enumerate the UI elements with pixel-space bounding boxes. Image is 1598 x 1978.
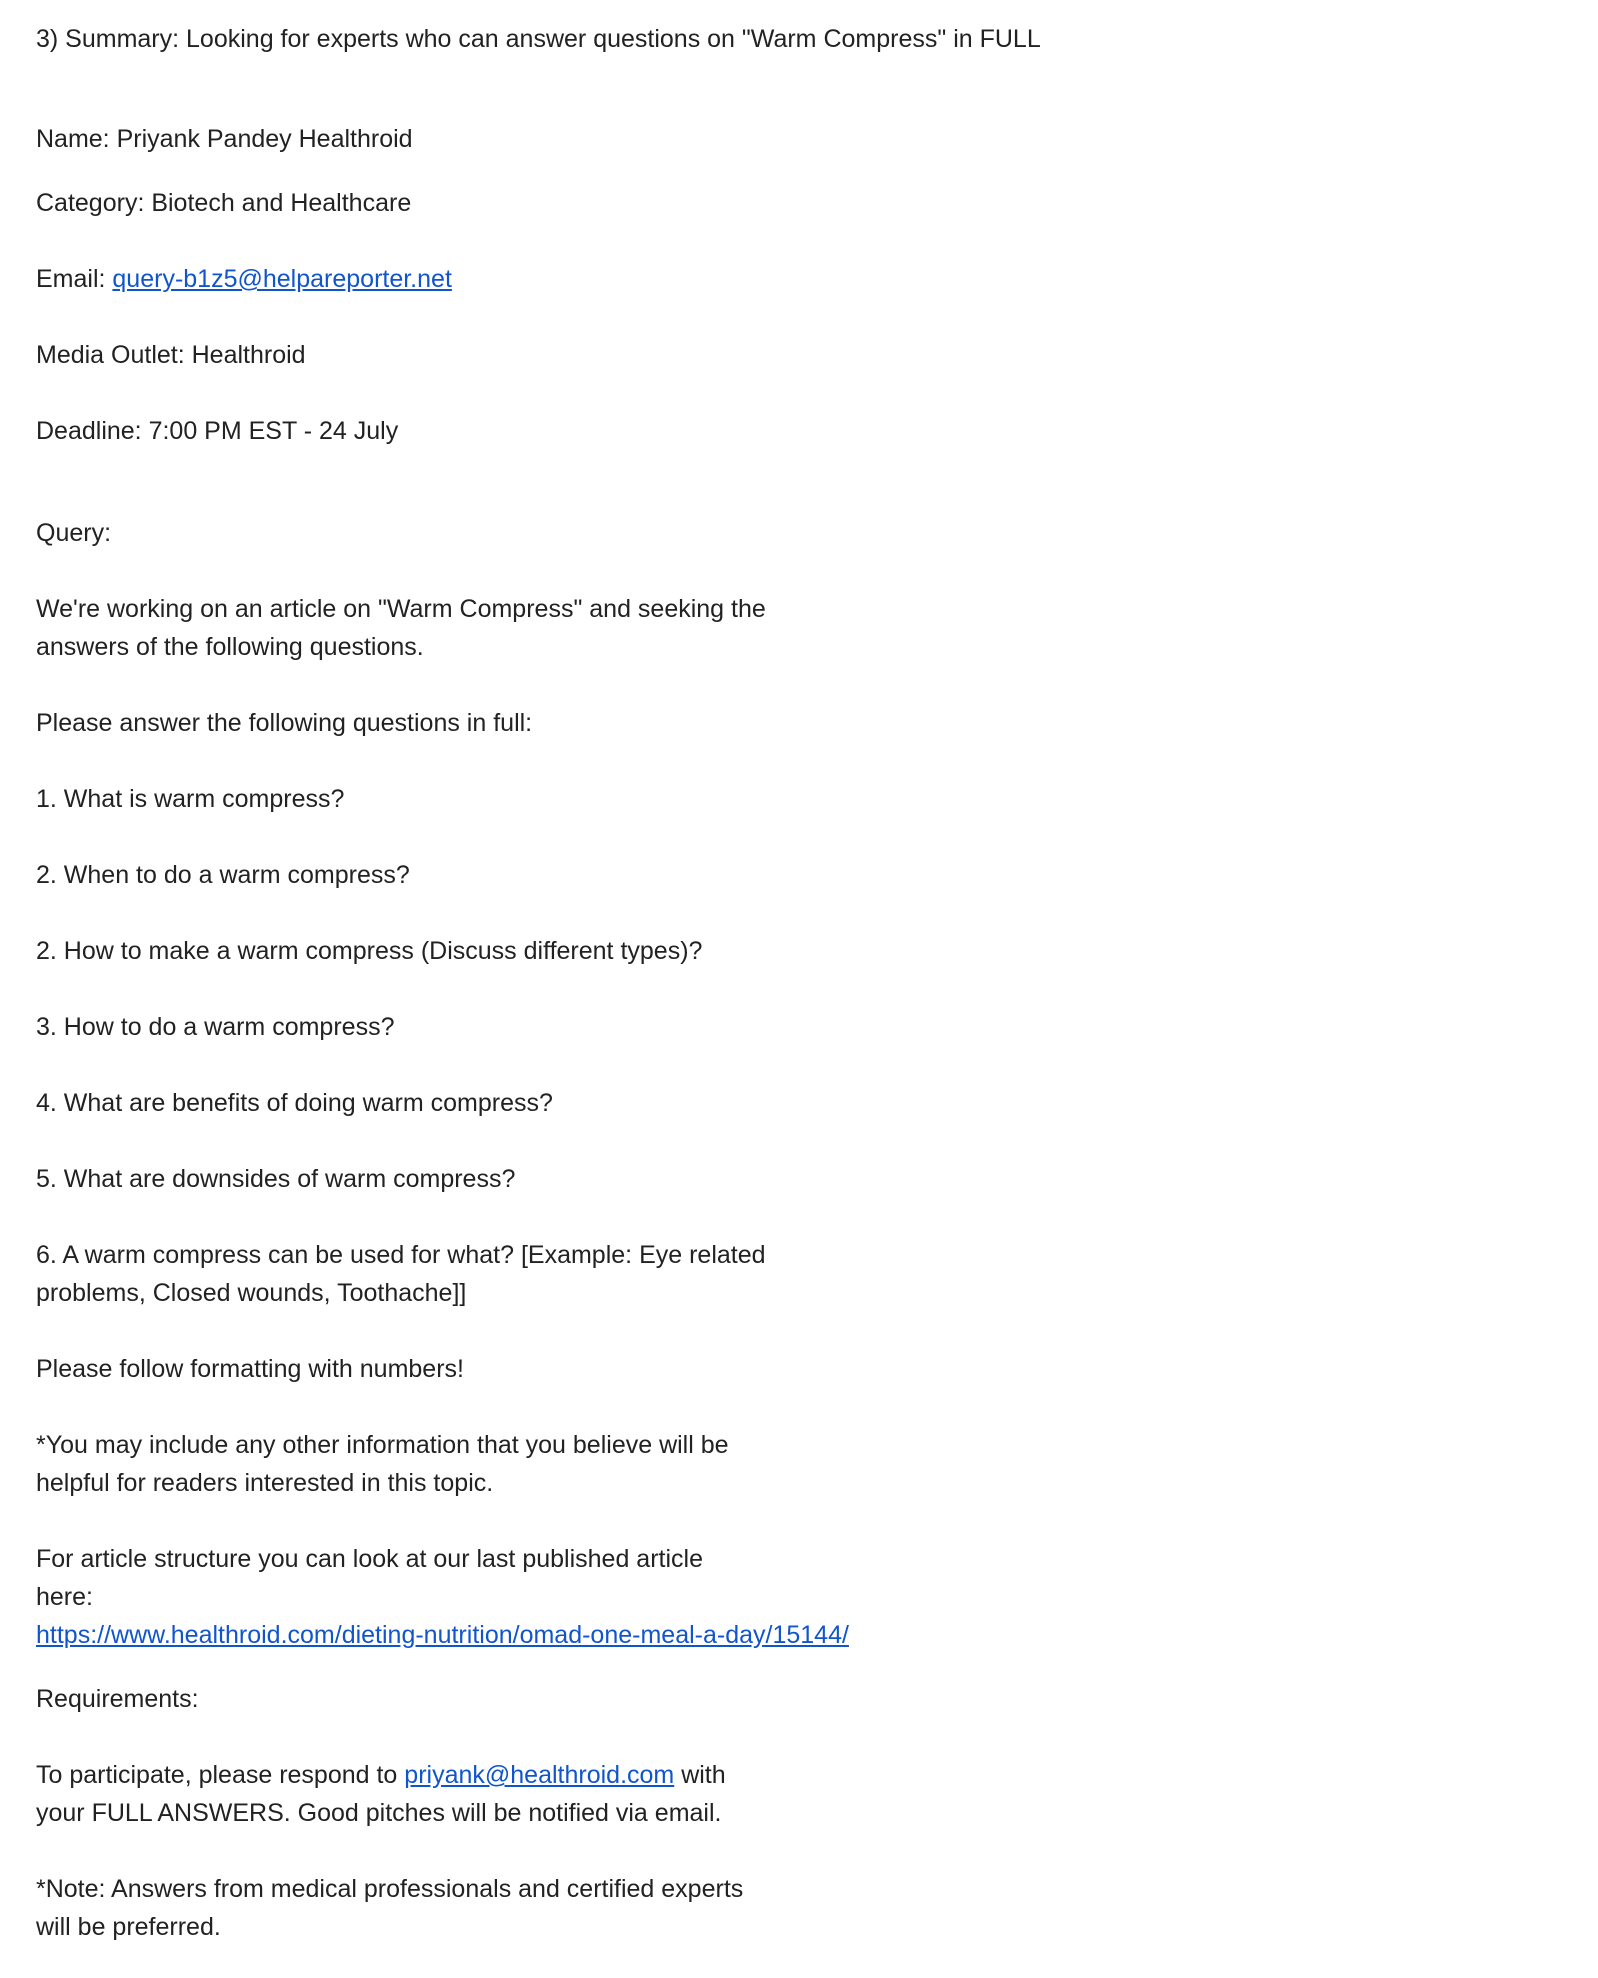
deadline-line: Deadline: 7:00 PM EST - 24 July xyxy=(36,417,399,445)
question-item: 5. What are downsides of warm compress? xyxy=(36,1165,516,1193)
note-line-2: will be preferred. xyxy=(36,1913,221,1941)
summary-line: 3) Summary: Looking for experts who can answer questions on "Warm Compress" in FULL xyxy=(36,25,1041,53)
query-heading: Query: xyxy=(36,519,112,547)
note-line-1: *Note: Answers from medical professionals and certified experts xyxy=(36,1875,744,1903)
participate-line-1 xyxy=(36,1756,726,1794)
participate-line-2: your FULL ANSWERS. Good pitches will be notified via email. xyxy=(36,1799,722,1827)
name-line: Name: Priyank Pandey Healthroid xyxy=(36,125,413,153)
article-link[interactable]: https://www.healthroid.com/dieting-nutrition/omad-one-meal-a-day/15144/ xyxy=(36,1621,849,1649)
extra-info-line-1: *You may include any other information that you believe will be xyxy=(36,1431,729,1459)
email-label: Email: xyxy=(36,265,113,293)
question-item: 3. How to do a warm compress? xyxy=(36,1013,395,1041)
instruction-line: Please answer the following questions in full: xyxy=(36,709,533,737)
question-item: 4. What are benefits of doing warm compress? xyxy=(36,1089,553,1117)
media-outlet-line: Media Outlet: Healthroid xyxy=(36,341,306,369)
participate-text-after: with xyxy=(674,1761,726,1789)
contact-email-link[interactable]: priyank@healthroid.com xyxy=(404,1761,675,1789)
email-link[interactable]: query-b1z5@helpareporter.net xyxy=(112,265,452,293)
question-6-line-2: problems, Closed wounds, Toothache]] xyxy=(36,1279,467,1307)
email-line xyxy=(36,260,452,298)
category-line: Category: Biotech and Healthcare xyxy=(36,189,412,217)
formatting-note: Please follow formatting with numbers! xyxy=(36,1355,464,1383)
question-item: 2. How to make a warm compress (Discuss different types)? xyxy=(36,937,703,965)
requirements-heading: Requirements: xyxy=(36,1685,199,1713)
question-item: 1. What is warm compress? xyxy=(36,785,345,813)
intro-line-1: We're working on an article on "Warm Compress" and seeking the xyxy=(36,595,766,623)
structure-line-1: For article structure you can look at our last published article xyxy=(36,1545,703,1573)
extra-info-line-2: helpful for readers interested in this topic. xyxy=(36,1469,494,1497)
participate-text-before: To participate, please respond to xyxy=(36,1761,405,1789)
question-6-line-1: 6. A warm compress can be used for what? [Example: Eye related xyxy=(36,1241,766,1269)
structure-url-line xyxy=(36,1616,849,1654)
question-item: 2. When to do a warm compress? xyxy=(36,861,410,889)
structure-line-2: here: xyxy=(36,1583,93,1611)
intro-line-2: answers of the following questions. xyxy=(36,633,424,661)
